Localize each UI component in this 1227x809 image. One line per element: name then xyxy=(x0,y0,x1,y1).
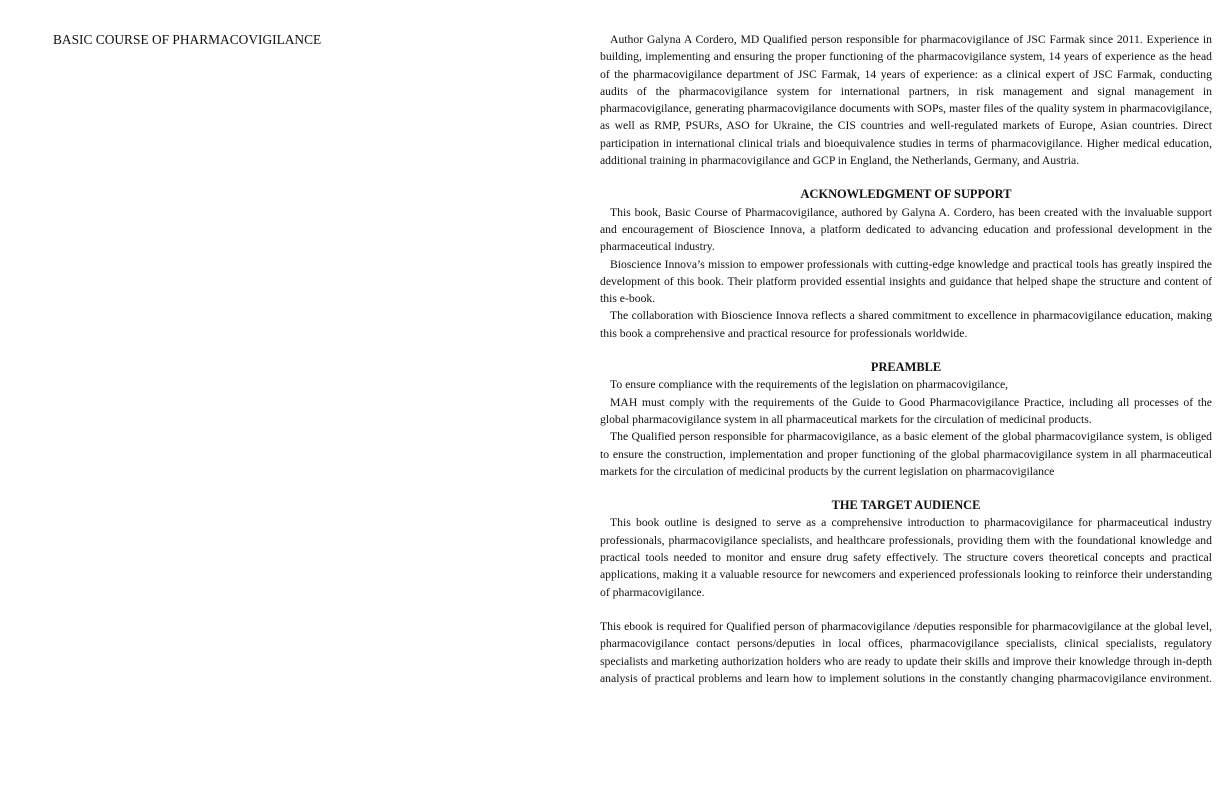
spacer xyxy=(600,342,1212,359)
book-title: BASIC COURSE OF PHARMACOVIGILANCE xyxy=(53,32,322,47)
spacer xyxy=(600,480,1212,497)
preamble-paragraph-2: MAH must comply with the requirements of the Guide to Good Pharmacovigilance Practice, including all processes of the global pharmacovigilance system in all pharmaceutical markets for the circulation of medicinal products. xyxy=(600,395,1212,426)
acknowledgment-paragraph-2: Bioscience Innova’s mission to empower professionals with cutting-edge knowledge and practical tools has greatly inspired the development of this book. Their platform provided essential insights and guidance that helped shape the structure and content of this e-book. xyxy=(600,257,1212,306)
acknowledgment-paragraph-3: The collaboration with Bioscience Innova reflects a shared commitment to excellence in pharmacovigilance education, making this book a comprehensive and practical resource for professionals worldwide. xyxy=(600,309,1212,340)
author-bio-paragraph: Author Galyna A Cordero, MD Qualified person responsible for pharmacovigilance of JSC Farmak since 2011. Experience in building, implementing and ensuring the proper functioning of the pharmacovigilance system, 14 years of experience as the head of the pharmacovigilance department of JSC Farmak, 14 years of experience: as a clinical expert of JSC Farmak, conducting audits of the pharmacovigilance system for international partners, in risk management and signal management in pharmacovigilance, generating pharmacovigilance documents with SOPs, master files of the quality system in pharmacovigilance, as well as RMP, PSURs, ASO for Ukraine, the CIS countries and well-regulated markets of Europe, Asian countries. Direct participation in international clinical trials and bioequivalence studies in terms of pharmacovigilance. Higher medical education, additional training in pharmacovigilance and GCP in England, the Netherlands, Germany, and Austria. xyxy=(600,33,1212,168)
right-text-column xyxy=(600,31,1212,687)
preamble-paragraph-1: To ensure compliance with the requirements of the legislation on pharmacovigilance, xyxy=(610,378,1009,392)
target-audience-paragraph-2: This ebook is required for Qualified person of pharmacovigilance /deputies responsible for pharmacovigilance at the global level, pharmacovigilance contact persons/deputies in local offices, pharmacovigilance specialists, clinical specialists, regulatory specialists and marketing authorization holders who are ready to update their skills and improve their knowledge through in-depth analysis of practical problems and learn how to implement solutions in the constantly changing pharmacovigilance environment. xyxy=(600,619,1212,685)
target-audience-heading: THE TARGET AUDIENCE xyxy=(831,498,981,513)
spacer xyxy=(600,601,1212,618)
spacer xyxy=(600,169,1212,186)
preamble-heading: PREAMBLE xyxy=(870,360,942,375)
preamble-paragraph-3: The Qualified person responsible for pharmacovigilance, as a basic element of the global pharmacovigilance system, is obliged to ensure the construction, implementation and proper functioning of the global pharmacovigilance system in all pharmaceutical markets for the circulation of medicinal products by the current legislation on pharmacovigilance xyxy=(600,430,1212,478)
acknowledgment-paragraph-1: This book, Basic Course of Pharmacovigilance, authored by Galyna A. Cordero, has been created with the invaluable support and encouragement of Bioscience Innova, a platform dedicated to advancing education and professional development in the pharmaceutical industry. xyxy=(600,205,1212,254)
acknowledgment-heading: ACKNOWLEDGMENT OF SUPPORT xyxy=(800,187,1012,202)
target-audience-paragraph-1: This book outline is designed to serve as a comprehensive introduction to pharmacovigilance for pharmaceutical industry professionals, pharmacovigilance specialists, and healthcare professionals, providing them with the foundational knowledge and practical tools needed to monitor and ensure drug safety effectively. The structure covers theoretical concepts and practical applications, making it a valuable resource for newcomers and experienced professionals looking to reinforce their understanding of pharmacovigilance. xyxy=(600,516,1212,599)
